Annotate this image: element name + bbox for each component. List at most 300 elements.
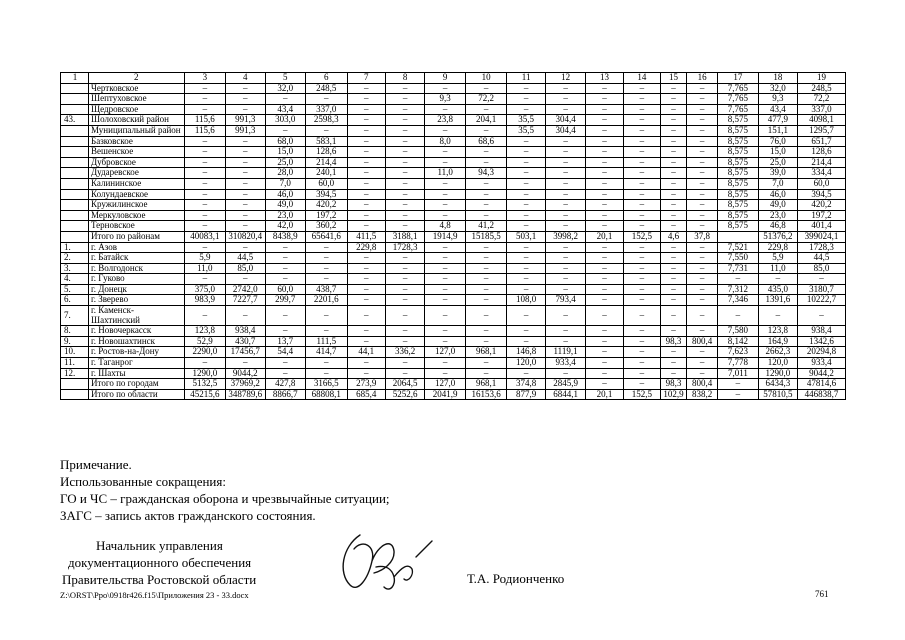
table-cell: Итого по городам	[89, 379, 185, 390]
table-cell: –	[265, 263, 305, 274]
table-row	[61, 83, 846, 94]
table-cell: –	[385, 295, 424, 306]
table-cell: 151,1	[758, 125, 797, 136]
table-cell: –	[661, 358, 687, 369]
table-cell: –	[465, 104, 507, 115]
table-cell: –	[184, 306, 226, 326]
table-cell: –	[623, 347, 660, 358]
table-cell: –	[226, 242, 265, 253]
table-cell: –	[623, 379, 660, 390]
table-cell: 13,7	[265, 336, 305, 347]
table-cell: –	[623, 306, 660, 326]
table-cell: 49,0	[758, 200, 797, 211]
table-cell: –	[661, 253, 687, 264]
table-cell: 933,4	[798, 358, 846, 369]
table-cell: 8,575	[718, 168, 758, 179]
table-cell: –	[623, 336, 660, 347]
table-cell: –	[623, 168, 660, 179]
table-cell: –	[687, 306, 718, 326]
table-row	[61, 347, 846, 358]
table-cell: 9,3	[758, 94, 797, 105]
table-cell: –	[347, 336, 385, 347]
table-header-cell: 9	[425, 73, 465, 84]
table-cell: 43,4	[265, 104, 305, 115]
table-cell: 503,1	[507, 231, 545, 242]
table-cell: –	[306, 306, 348, 326]
table-cell: 128,6	[798, 147, 846, 158]
table-cell: 438,7	[306, 284, 348, 295]
table-cell: –	[184, 147, 226, 158]
table-header-cell: 15	[661, 73, 687, 84]
table-cell: –	[385, 221, 424, 232]
table-cell: –	[687, 347, 718, 358]
table-cell: 7,0	[758, 178, 797, 189]
table-cell: –	[425, 368, 465, 379]
table-cell: 5,9	[758, 253, 797, 264]
table-cell: 2290,0	[184, 347, 226, 358]
table-cell: 128,6	[306, 147, 348, 158]
table-cell: 991,3	[226, 125, 265, 136]
table-cell: 85,0	[798, 263, 846, 274]
table-cell: –	[306, 274, 348, 285]
table-cell: 8,575	[718, 115, 758, 126]
table-cell: –	[586, 178, 623, 189]
table-cell: 152,5	[623, 389, 660, 400]
table-cell: –	[661, 115, 687, 126]
table-cell: –	[465, 147, 507, 158]
table-cell: 304,4	[545, 125, 585, 136]
table-cell: –	[226, 274, 265, 285]
table-cell: –	[425, 263, 465, 274]
table-cell: 4098,1	[798, 115, 846, 126]
table-cell: –	[306, 253, 348, 264]
table-cell: 9.	[61, 336, 89, 347]
table-header-cell: 17	[718, 73, 758, 84]
table-cell: –	[507, 136, 545, 147]
table-cell: Меркуловское	[89, 210, 185, 221]
table-cell: 9044,2	[798, 368, 846, 379]
table-cell: 4,6	[661, 231, 687, 242]
table-cell: 42,0	[265, 221, 305, 232]
table-cell: –	[586, 200, 623, 211]
table-cell: –	[347, 94, 385, 105]
table-cell: –	[425, 83, 465, 94]
table-cell: –	[661, 210, 687, 221]
table-cell: –	[385, 326, 424, 337]
table-row	[61, 147, 846, 158]
table-cell: –	[718, 389, 758, 400]
table-cell: 52,9	[184, 336, 226, 347]
table-cell: –	[347, 306, 385, 326]
table-cell: –	[687, 189, 718, 200]
table-cell: –	[545, 326, 585, 337]
table-cell: –	[661, 178, 687, 189]
table-cell: –	[465, 242, 507, 253]
table-cell: –	[465, 306, 507, 326]
table-cell: 7,346	[718, 295, 758, 306]
table-cell: –	[226, 210, 265, 221]
table-cell: –	[265, 306, 305, 326]
table-cell: –	[507, 306, 545, 326]
table-cell: –	[661, 284, 687, 295]
table-cell: –	[265, 274, 305, 285]
table-cell: 20,1	[586, 231, 623, 242]
table-cell: –	[545, 253, 585, 264]
table-cell: –	[586, 136, 623, 147]
table-cell: –	[184, 358, 226, 369]
table-cell	[61, 389, 89, 400]
table-cell: –	[687, 274, 718, 285]
table-cell: 8,575	[718, 125, 758, 136]
table-cell: –	[623, 221, 660, 232]
table-cell: –	[425, 295, 465, 306]
table-cell: –	[226, 83, 265, 94]
table-cell: –	[586, 284, 623, 295]
table-row	[61, 200, 846, 211]
table-cell: –	[586, 358, 623, 369]
table-cell: –	[385, 147, 424, 158]
table-cell: –	[687, 284, 718, 295]
table-cell	[61, 178, 89, 189]
table-cell: –	[507, 274, 545, 285]
table-cell: 85,0	[226, 263, 265, 274]
table-cell: –	[623, 326, 660, 337]
table-cell: –	[385, 83, 424, 94]
table-cell: –	[184, 104, 226, 115]
table-row	[61, 210, 846, 221]
table-cell: 35,5	[507, 115, 545, 126]
table-cell: 11,0	[758, 263, 797, 274]
table-cell: 8,575	[718, 210, 758, 221]
table-cell: –	[507, 221, 545, 232]
table-cell: 120,0	[758, 358, 797, 369]
table-cell: –	[661, 221, 687, 232]
table-cell: 651,7	[798, 136, 846, 147]
table-cell: 15,0	[758, 147, 797, 158]
table-cell: –	[623, 136, 660, 147]
table-cell: 15185,5	[465, 231, 507, 242]
table-row	[61, 284, 846, 295]
position-line-3: Правительства Ростовской области	[62, 572, 257, 587]
table-cell: –	[758, 306, 797, 326]
table-cell: –	[385, 336, 424, 347]
table-cell: –	[184, 189, 226, 200]
table-row	[61, 263, 846, 274]
table-cell	[61, 231, 89, 242]
handwritten-signature	[332, 527, 447, 599]
table-cell: –	[184, 168, 226, 179]
table-cell: 164,9	[758, 336, 797, 347]
table-cell: –	[306, 125, 348, 136]
table-cell: 9,3	[425, 94, 465, 105]
table-cell: Калининское	[89, 178, 185, 189]
table-cell: –	[623, 200, 660, 211]
table-cell: –	[718, 306, 758, 326]
table-cell: 11.	[61, 358, 89, 369]
table-cell: –	[507, 83, 545, 94]
table-cell: –	[226, 147, 265, 158]
table-cell: –	[507, 147, 545, 158]
table-row	[61, 358, 846, 369]
table-cell: 98,3	[661, 379, 687, 390]
table-row	[61, 136, 846, 147]
table-cell: –	[425, 306, 465, 326]
table-cell	[61, 83, 89, 94]
table-cell: –	[347, 157, 385, 168]
table-cell: 334,4	[798, 168, 846, 179]
table-cell: –	[425, 200, 465, 211]
table-cell: 1914,9	[425, 231, 465, 242]
table-cell: –	[687, 178, 718, 189]
table-header-cell: 8	[385, 73, 424, 84]
table-cell	[61, 94, 89, 105]
table-cell: –	[226, 306, 265, 326]
table-cell: –	[184, 221, 226, 232]
table-cell: –	[661, 200, 687, 211]
table-cell: 11,0	[425, 168, 465, 179]
table-cell: 3180,7	[798, 284, 846, 295]
table-cell: 3.	[61, 263, 89, 274]
table-cell: 793,4	[545, 295, 585, 306]
table-cell: 7,765	[718, 83, 758, 94]
table-cell: 7,765	[718, 104, 758, 115]
table-cell	[61, 147, 89, 158]
table-cell: –	[661, 263, 687, 274]
table-cell: –	[623, 358, 660, 369]
table-cell: г. Каменск-Шахтинский	[89, 306, 185, 326]
table-cell: –	[586, 242, 623, 253]
table-cell: –	[718, 379, 758, 390]
table-cell: –	[385, 368, 424, 379]
table-cell: –	[507, 263, 545, 274]
table-cell: –	[586, 94, 623, 105]
table-cell: 800,4	[687, 336, 718, 347]
table-cell: 60,0	[306, 178, 348, 189]
table-cell: –	[687, 136, 718, 147]
table-cell: –	[687, 295, 718, 306]
table-cell: 46,0	[758, 189, 797, 200]
table-cell: –	[661, 136, 687, 147]
table-cell: 25,0	[265, 157, 305, 168]
table-cell: 430,7	[226, 336, 265, 347]
table-cell: –	[586, 368, 623, 379]
table-cell: г. Зверево	[89, 295, 185, 306]
table-cell: 94,3	[465, 168, 507, 179]
table-cell: –	[226, 178, 265, 189]
table-cell: 72,2	[465, 94, 507, 105]
table-cell: 427,8	[265, 379, 305, 390]
table-cell: Шолоховский район	[89, 115, 185, 126]
table-cell: –	[687, 253, 718, 264]
table-cell: –	[507, 336, 545, 347]
table-cell: –	[425, 336, 465, 347]
table-cell: 7,731	[718, 263, 758, 274]
table-cell: –	[586, 274, 623, 285]
table-cell: –	[661, 242, 687, 253]
table-cell: –	[507, 326, 545, 337]
table-cell: 583,1	[306, 136, 348, 147]
table-cell: 46,8	[758, 221, 797, 232]
table-row	[61, 157, 846, 168]
table-cell: –	[347, 284, 385, 295]
file-path: Z:\ORST\Ppo\0918r426.f15\Приложения 23 - 33.docx	[60, 590, 249, 600]
table-cell: –	[425, 147, 465, 158]
table-cell: –	[385, 94, 424, 105]
table-cell	[61, 104, 89, 115]
table-row	[61, 295, 846, 306]
table-cell: –	[623, 263, 660, 274]
table-cell: Муниципальный район	[89, 125, 185, 136]
table-cell: –	[385, 168, 424, 179]
table-row	[61, 326, 846, 337]
table-cell: 411,5	[347, 231, 385, 242]
table-cell: г. Новочеркасск	[89, 326, 185, 337]
table-row	[61, 104, 846, 115]
table-cell: –	[347, 326, 385, 337]
table-row	[61, 168, 846, 179]
table-cell: –	[586, 83, 623, 94]
table-cell: 6.	[61, 295, 89, 306]
table-cell	[61, 379, 89, 390]
table-cell: 68808,1	[306, 389, 348, 400]
table-cell: –	[265, 368, 305, 379]
table-row	[61, 368, 846, 379]
table-cell: 32,0	[265, 83, 305, 94]
table-cell: –	[687, 115, 718, 126]
table-cell: 115,6	[184, 115, 226, 126]
table-cell: –	[465, 263, 507, 274]
table-cell	[61, 221, 89, 232]
table-cell: 37969,2	[226, 379, 265, 390]
table-cell: 348789,6	[226, 389, 265, 400]
table-cell: –	[661, 368, 687, 379]
table-cell: –	[545, 178, 585, 189]
table-cell: –	[623, 274, 660, 285]
table-cell: –	[385, 200, 424, 211]
table-cell: 60,0	[265, 284, 305, 295]
table-cell: –	[385, 263, 424, 274]
table-cell: Итого по районам	[89, 231, 185, 242]
signature-position	[62, 537, 256, 588]
table-cell: –	[798, 306, 846, 326]
table-row	[61, 306, 846, 326]
table-cell: –	[184, 157, 226, 168]
table-cell: –	[226, 157, 265, 168]
table-header-cell: 13	[586, 73, 623, 84]
table-cell: –	[306, 242, 348, 253]
table-header-cell: 1	[61, 73, 89, 84]
table-cell: 303,0	[265, 115, 305, 126]
table-cell: –	[545, 210, 585, 221]
table-cell	[61, 189, 89, 200]
table-cell: 7,580	[718, 326, 758, 337]
table-cell: 394,5	[306, 189, 348, 200]
table-cell: –	[184, 242, 226, 253]
table-cell: 108,0	[507, 295, 545, 306]
table-cell: –	[347, 178, 385, 189]
table-cell: –	[425, 358, 465, 369]
table-cell: 10222,7	[798, 295, 846, 306]
table-cell: –	[425, 242, 465, 253]
table-cell: –	[687, 125, 718, 136]
table-cell: –	[385, 189, 424, 200]
table-cell: –	[265, 242, 305, 253]
table-cell: Базковское	[89, 136, 185, 147]
table-cell: 477,9	[758, 115, 797, 126]
table-cell: 248,5	[306, 83, 348, 94]
table-cell: –	[545, 221, 585, 232]
table-cell: 435,0	[758, 284, 797, 295]
table-cell: 5.	[61, 284, 89, 295]
table-cell: –	[347, 115, 385, 126]
table-cell: –	[586, 221, 623, 232]
table-cell: –	[385, 178, 424, 189]
table-cell: 800,4	[687, 379, 718, 390]
table-cell: –	[623, 253, 660, 264]
table-cell: –	[507, 253, 545, 264]
table-cell: 5132,5	[184, 379, 226, 390]
table-cell: –	[385, 210, 424, 221]
table-cell: –	[661, 189, 687, 200]
table-cell: 46,0	[265, 189, 305, 200]
table-cell: 214,4	[798, 157, 846, 168]
table-cell: –	[507, 200, 545, 211]
table-cell: 120,0	[507, 358, 545, 369]
table-cell	[61, 168, 89, 179]
table-cell: 420,2	[306, 200, 348, 211]
table-cell: –	[507, 178, 545, 189]
table-cell: 98,3	[661, 336, 687, 347]
table-cell: 420,2	[798, 200, 846, 211]
table-cell: 35,5	[507, 125, 545, 136]
table-cell: 240,1	[306, 168, 348, 179]
table-cell: –	[623, 83, 660, 94]
table-cell: 991,3	[226, 115, 265, 126]
notes-section	[60, 456, 390, 524]
table-cell: 197,2	[306, 210, 348, 221]
table-cell: 1290,0	[758, 368, 797, 379]
table-cell: –	[465, 284, 507, 295]
table-cell: –	[347, 125, 385, 136]
table-cell: –	[623, 295, 660, 306]
table-cell: 39,0	[758, 168, 797, 179]
table-cell: –	[385, 284, 424, 295]
table-cell: –	[545, 104, 585, 115]
table-cell: –	[306, 358, 348, 369]
table-cell: 28,0	[265, 168, 305, 179]
table-cell: 304,4	[545, 115, 585, 126]
table-cell: 7227,7	[226, 295, 265, 306]
table-cell: –	[226, 358, 265, 369]
table-cell: –	[184, 94, 226, 105]
table-cell: 72,2	[798, 94, 846, 105]
table-cell: –	[465, 83, 507, 94]
table-cell: –	[545, 274, 585, 285]
table-cell: 197,2	[798, 210, 846, 221]
table-row	[61, 379, 846, 390]
table-header-cell: 19	[798, 73, 846, 84]
table-cell: 8438,9	[265, 231, 305, 242]
table-cell: 68,6	[465, 136, 507, 147]
table-cell: –	[545, 306, 585, 326]
table-cell: –	[265, 358, 305, 369]
table-cell: –	[184, 83, 226, 94]
table-cell: –	[226, 136, 265, 147]
table-cell: –	[184, 200, 226, 211]
table-cell: 65641,6	[306, 231, 348, 242]
table-cell: –	[586, 336, 623, 347]
table-cell: –	[465, 178, 507, 189]
